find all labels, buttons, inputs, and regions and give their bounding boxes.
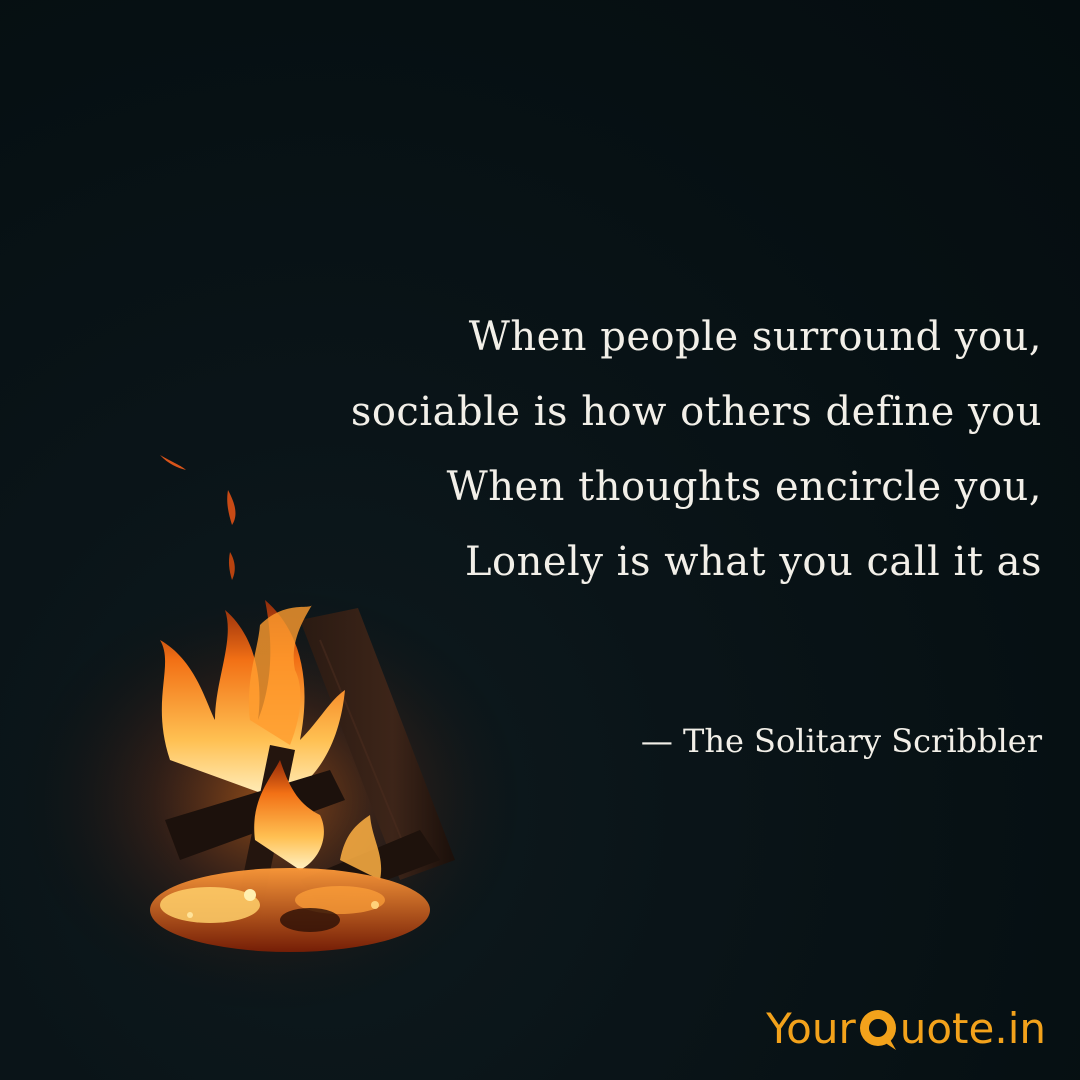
quote-line-3: When thoughts encircle you,: [446, 464, 1042, 510]
quote-bubble-icon: [858, 1008, 898, 1048]
brand-prefix: Your: [766, 1003, 856, 1053]
quote-line-2: sociable is how others define you: [350, 389, 1042, 435]
brand-suffix: uote.in: [899, 1003, 1046, 1053]
quote-line-4: Lonely is what you call it as: [464, 539, 1042, 585]
author-signature: — The Solitary Scribbler: [640, 722, 1042, 760]
quote-line-1: When people surround you,: [468, 314, 1042, 360]
yourquote-logo[interactable]: [766, 996, 1046, 1060]
quote-text: [242, 300, 1042, 600]
